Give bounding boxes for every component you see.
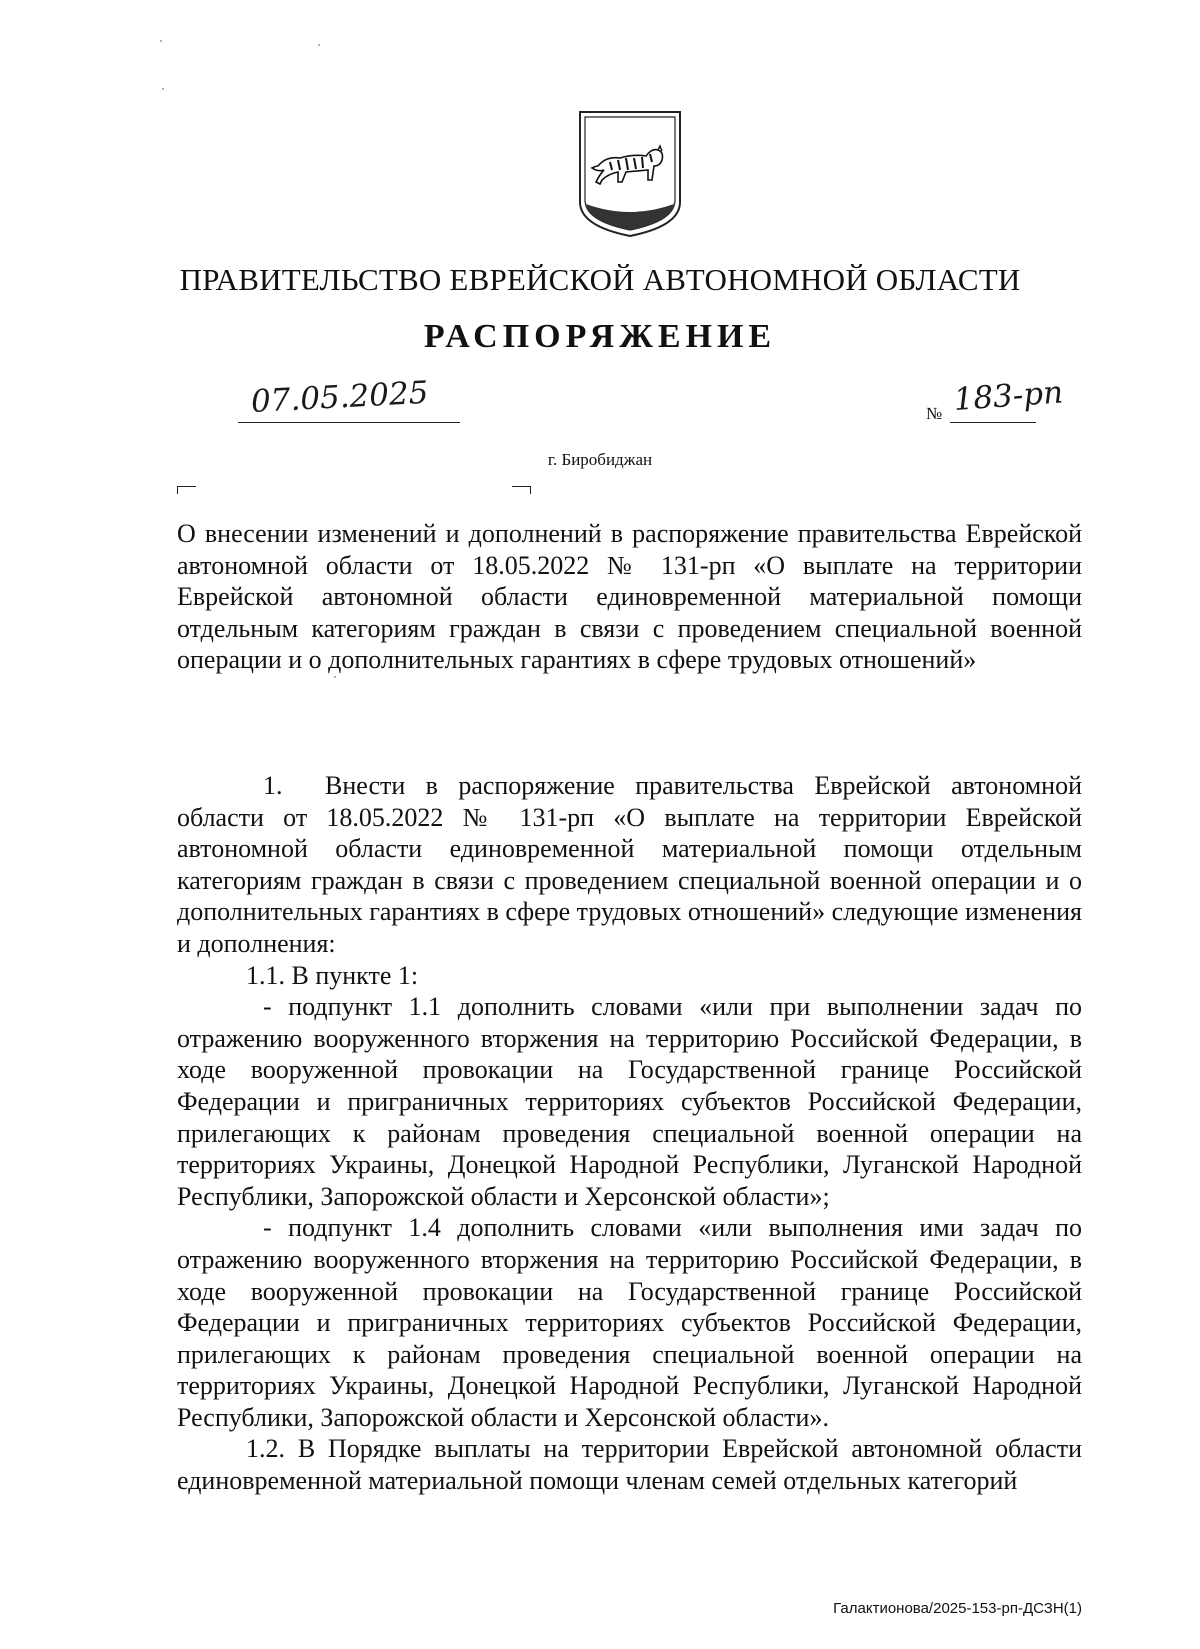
- city-name: г. Биробиджан: [547, 450, 653, 469]
- paragraph-1: [177, 770, 1082, 960]
- scan-speck: [334, 676, 336, 678]
- paragraph-1-2: 1.2. В Порядке выплаты на территории Еврейской автономной области единовременной материальной помощи членам семей отдельных категорий: [177, 1434, 1082, 1496]
- number-sign: №: [926, 404, 943, 423]
- paragraph-1-1: 1.1. В пункте 1:: [246, 960, 419, 990]
- document-type: РАСПОРЯЖЕНИЕ: [423, 318, 777, 355]
- document-number-handwritten: 183-рп: [952, 374, 1065, 418]
- government-name: ПРАВИТЕЛЬСТВО ЕВРЕЙСКОЙ АВТОНОМНОЙ ОБЛАСТИ: [179, 262, 1021, 297]
- scan-speck: [318, 44, 320, 46]
- scan-speck: [160, 40, 162, 42]
- scan-speck: [162, 88, 164, 90]
- paragraph-1-text: Внести в распоряжение правительства Еврейской автономной области от 18.05.2022 № 131-рп «О выплате на территории Еврейской автономной области единовременной материальной помощи отдельным категориям граждан в связи с проведением специальной военной операции и о дополнительных гарантиях в сфере трудовых отношений» следующие изменения и дополнения:: [177, 771, 1082, 958]
- document-body: [177, 770, 1082, 1497]
- coat-of-arms-tiger-icon: [576, 108, 684, 240]
- subject-corner-left: [177, 486, 196, 494]
- subject-corner-right: [512, 486, 531, 494]
- paragraph-1-number: 1.: [263, 771, 283, 800]
- number-underline: [950, 422, 1036, 423]
- paragraph-1-1-b: - подпункт 1.4 дополнить словами «или выполнения ими задач по отражению вооруженного вторжения на территорию Российской Федерации, в ходе вооруженной провокации на Государственной границе Российской Федерации и приграничных территориях субъектов Российской Федерации, прилегающих к районам проведения специальной военной операции на территориях Украины, Донецкой Народной Республики, Луганской Народной Республики, Запорожской области и Херсонской области».: [177, 1213, 1082, 1432]
- paragraph-1-1-a: - подпункт 1.1 дополнить словами «или при выполнении задач по отражению вооруженного вторжения на территорию Российской Федерации, в ходе вооруженной провокации на Государственной границе Российской Федерации и приграничных территориях субъектов Российской Федерации, прилегающих к районам проведения специальной военной операции на территориях Украины, Донецкой Народной Республики, Луганской Народной Республики, Запорожской области и Херсонской области»;: [177, 992, 1082, 1211]
- document-date-handwritten: 07.05.2025: [250, 374, 430, 420]
- date-underline: [238, 422, 460, 423]
- document-subject: О внесении изменений и дополнений в распоряжение правительства Еврейской автономной области от 18.05.2022 № 131-рп «О выплате на территории Еврейской автономной области единовременной материальной помощи отдельным категориям граждан в связи с проведением специальной военной операции и о дополнительных гарантиях в сфере трудовых отношений»: [177, 519, 1082, 674]
- footer-reference: Галактионова/2025-153-рп-ДСЗН(1): [833, 1600, 1082, 1617]
